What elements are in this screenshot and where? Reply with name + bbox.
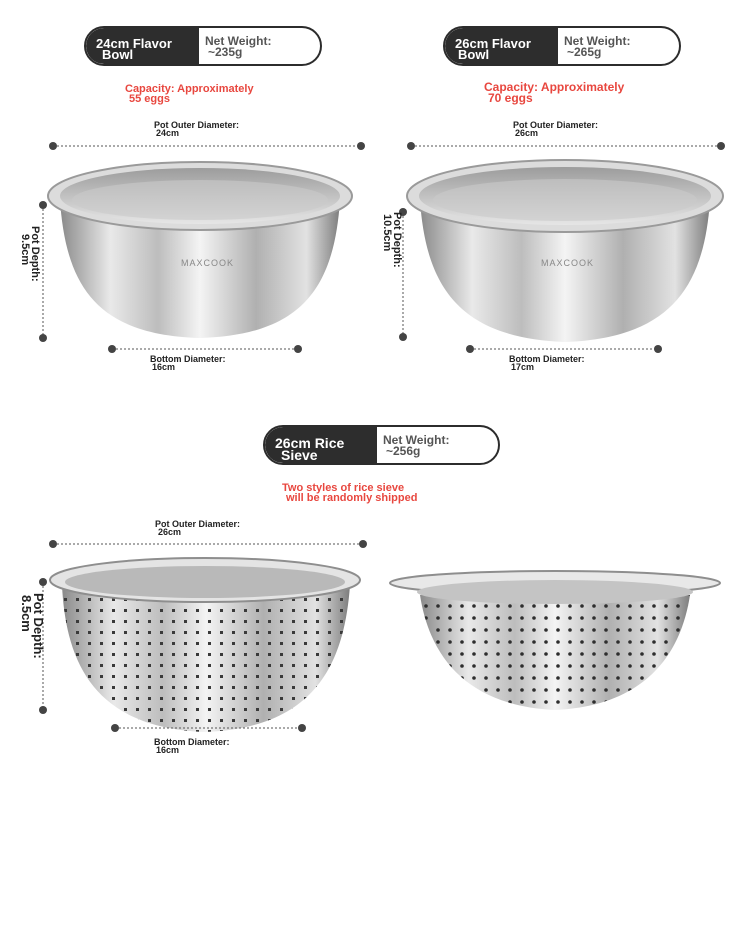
rice-sieve-shipping-note: Two styles of rice sieve will be randomly shipped <box>282 482 418 504</box>
net-weight-label: Net Weight: <box>205 34 272 48</box>
bowl-26cm-capacity-note: Capacity: Approximately 70 eggs <box>484 80 625 105</box>
bowl-24cm-capacity-note: Capacity: Approximately 55 eggs <box>125 83 254 105</box>
bottom-diameter-label: Bottom Diameter: 17cm <box>509 354 585 372</box>
product-name: 24cm Flavor <box>96 36 172 51</box>
product-name: 26cm Flavor <box>455 36 531 51</box>
bowl-24cm-image <box>48 162 352 338</box>
rice-sieve-style-2-image <box>390 571 720 710</box>
net-weight-value: ~235g <box>208 45 243 59</box>
bottom-diameter-label: Bottom Diameter: 16cm <box>150 354 226 372</box>
product-name: Bowl <box>458 47 490 62</box>
outer-diameter-label: Pot Outer Diameter: 26cm <box>155 519 241 537</box>
product-name: Sieve <box>281 447 318 463</box>
outer-diameter-label: Pot Outer Diameter: 26cm <box>513 120 599 138</box>
pot-depth-label: Pot Depth: 9.5cm <box>19 226 41 282</box>
brand-logo: MAXCOOK <box>181 258 235 268</box>
outer-diameter-label: Pot Outer Diameter: 24cm <box>154 120 240 138</box>
bottom-diameter-label: Bottom Diameter: 16cm <box>154 737 230 755</box>
pot-depth-label: Pot Depth: 8.5cm <box>19 593 46 659</box>
brand-logo: MAXCOOK <box>541 258 595 268</box>
net-weight-label: Net Weight: <box>564 34 631 48</box>
product-name: Bowl <box>102 47 134 62</box>
bowl-24cm-title-badge <box>84 26 322 66</box>
bowl-26cm-image <box>407 160 723 342</box>
pot-depth-label: Pot Depth: 10.5cm <box>381 212 403 268</box>
net-weight-value: ~256g <box>386 444 421 458</box>
bowl-26cm-title-badge <box>443 26 681 66</box>
rice-sieve-style-1-image <box>50 558 360 732</box>
rice-sieve-title-badge <box>263 425 500 465</box>
net-weight-value: ~265g <box>567 45 602 59</box>
product-name: 26cm Rice <box>275 435 345 451</box>
net-weight-label: Net Weight: <box>383 433 450 447</box>
